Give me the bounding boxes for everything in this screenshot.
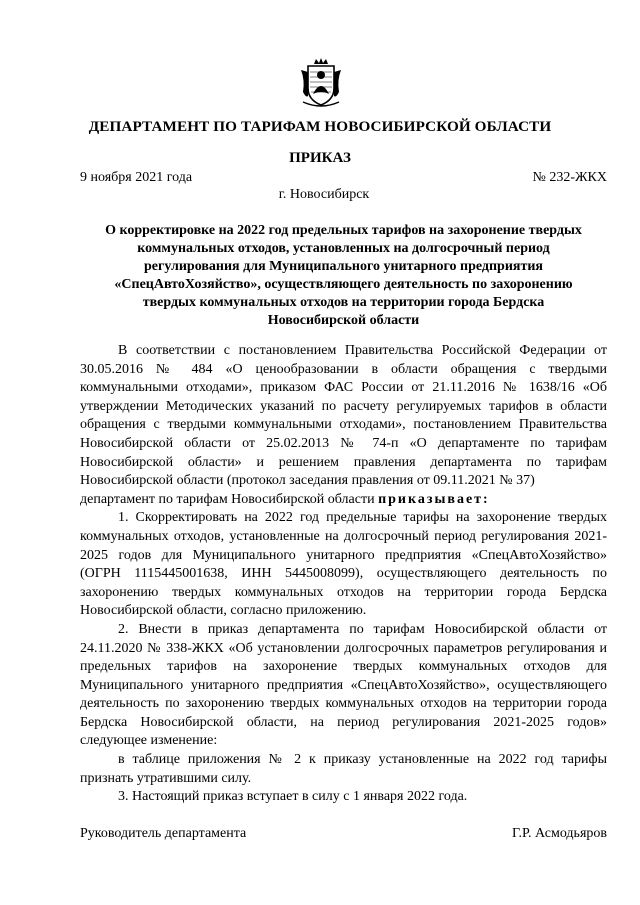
item-2-paragraph: 2. Внести в приказ департамента по тарифам Новосибирской области от 24.11.2020 № 338-ЖКХ «Об установлении долгосрочных параметров регулирования и предельных тарифов на захоронение твердых коммунальных отходов для Муниципального унитарного предприятия «СпецАвтоХозяйство», осуществляющего деятельность по захоронению твердых коммунальных отходов на территории города Бердска Новосибирской области, на период регулирования 2021-2025 годов» следующее изменение:	[80, 621, 607, 749]
subject-line: коммунальных отходов, установленных на долгосрочный период	[137, 241, 550, 256]
document-city: г. Новосибирск	[278, 187, 370, 202]
document-date: 9 ноября 2021 года	[80, 170, 193, 185]
department-heading: ДЕПАРТАМЕНТ ПО ТАРИФАМ НОВОСИБИРСКОЙ ОБЛАСТИ	[88, 118, 552, 135]
document-subject	[80, 222, 607, 330]
preamble-paragraph: В соответствии с постановлением Правительства Российской Федерации от 30.05.2016 № 484 «О ценообразовании в области обращения с твердыми коммунальными отходами», приказом ФАС России от 21.11.2016 № 1638/16 «Об утверждении Методических указаний по расчету регулируемых тарифов в области обращения с твердыми коммунальными отходами», постановлением Правительства Новосибирской области от 25.02.2013 № 74-п «О департаменте по тарифам Новосибирской области» и решением правления департамента по тарифам Новосибирской области (протокол заседания правления от 09.11.2021 № 37)	[80, 343, 607, 489]
item-1-paragraph: 1. Скорректировать на 2022 год предельные тарифы на захоронение твердых коммунальных отходов, установленные на долгосрочный период регулирования 2021-2025 годов для Муниципального унитарного предприятия «СпецАвтоХозяйство» (ОГРН 1115445001638, ИНН 5445008099), осуществляющего деятельность по захоронению твердых коммунальных отходов на территории города Бердска Новосибирской области, согласно приложению.	[80, 510, 607, 619]
subject-line: О корректировке на 2022 год предельных тарифов на захоронение твердых	[105, 223, 582, 238]
item-3-paragraph: 3. Настоящий приказ вступает в силу с 1 января 2022 года.	[118, 789, 468, 805]
orders-paragraph	[80, 491, 607, 510]
document-number: № 232-ЖКХ	[532, 170, 607, 185]
coat-of-arms-icon	[299, 58, 343, 108]
orders-word: приказывает:	[378, 491, 490, 507]
orders-prefix: департамент по тарифам Новосибирской области	[80, 491, 379, 507]
item-2-detail-paragraph: в таблице приложения № 2 к приказу установленные на 2022 год тарифы признать утратившими силу.	[80, 752, 607, 786]
subject-line: Новосибирской области	[267, 313, 420, 328]
document-body	[80, 342, 607, 807]
document-type: ПРИКАЗ	[289, 150, 351, 166]
subject-line: твердых коммунальных отходов на территории города Бердска	[142, 295, 545, 310]
signatory-name: Г.Р. Асмодьяров	[511, 826, 607, 841]
subject-line: «СпецАвтоХозяйство», осуществляющего деятельность по захоронению	[114, 277, 573, 292]
subject-line: регулирования для Муниципального унитарного предприятия	[144, 259, 543, 274]
signatory-position: Руководитель департамента	[80, 826, 247, 841]
